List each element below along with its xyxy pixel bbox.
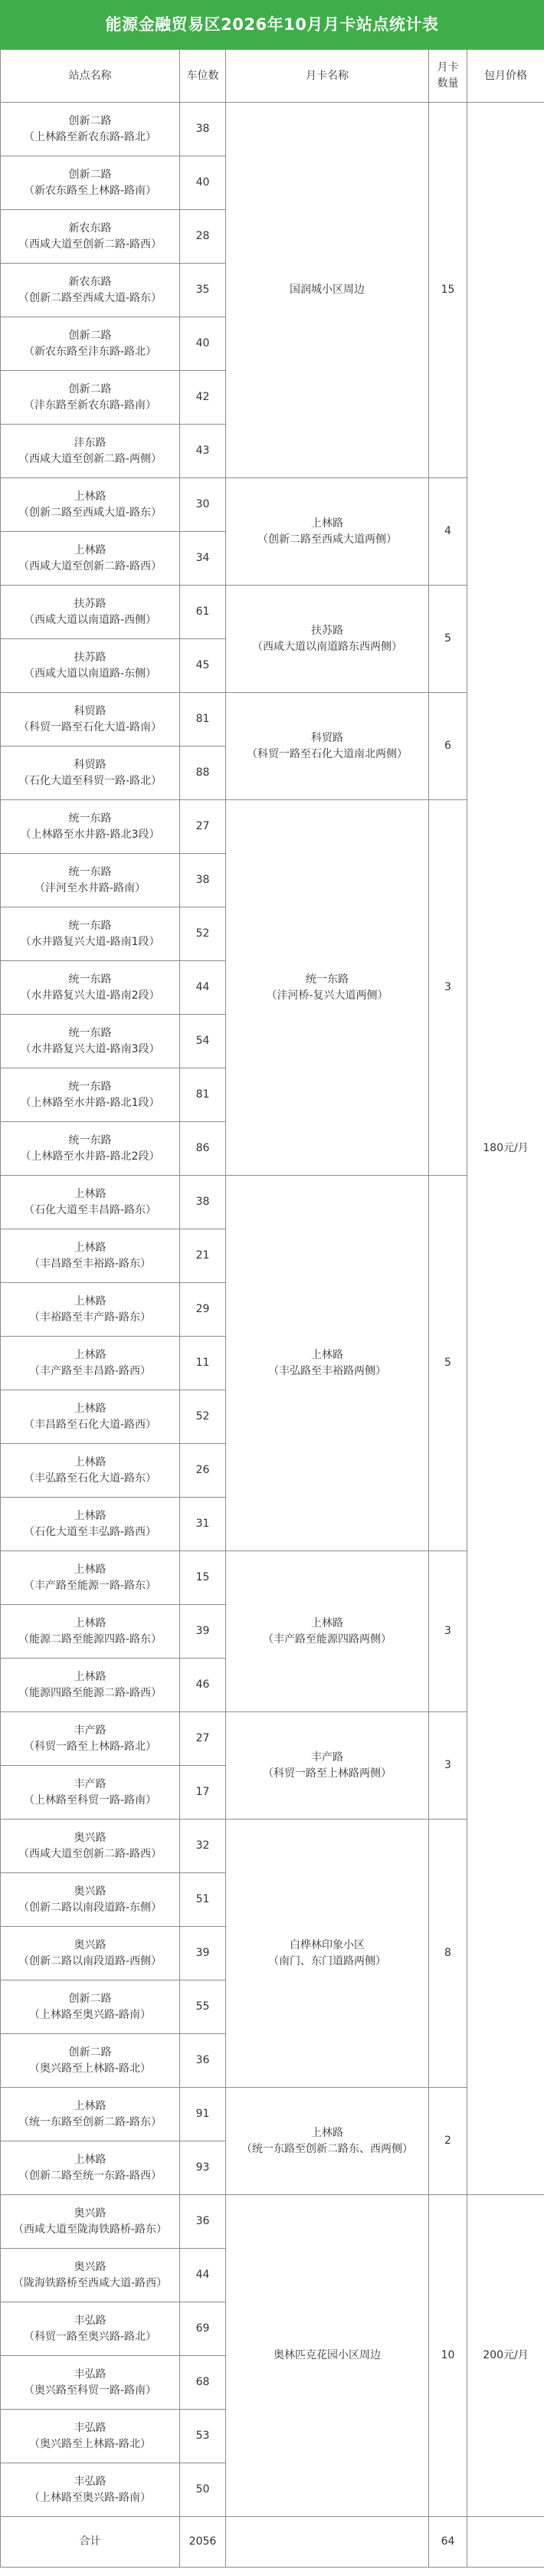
space-count-cell: 29	[180, 1283, 226, 1337]
site-road-name: 新农东路	[68, 275, 112, 288]
site-segment: （陇海铁路桥至西咸大道-路西）	[12, 2276, 168, 2289]
card-name-detail: （科贸一路至石化大道南北两侧）	[247, 747, 408, 760]
site-segment: （西咸大道至创新二路-路西）	[18, 1847, 162, 1860]
site-name-cell	[1, 1229, 180, 1283]
card-name-cell	[226, 2088, 429, 2195]
site-road-name: 上林路	[74, 543, 107, 556]
space-count-cell: 30	[180, 478, 226, 532]
card-quantity-cell: 8	[429, 1820, 467, 2088]
space-count-cell: 44	[180, 961, 226, 1015]
site-segment: （统一东路至创新二路-路东）	[18, 2115, 162, 2128]
site-road-name: 上林路	[74, 2153, 107, 2166]
site-road-name: 上林路	[74, 1563, 107, 1576]
card-name-cell	[226, 1820, 429, 2088]
site-segment: （丰昌路至丰裕路-路东）	[28, 1257, 152, 1270]
site-segment: （上林路至水井路-路北1段）	[20, 1096, 160, 1109]
space-count-cell: 36	[180, 2034, 226, 2088]
card-quantity-cell: 2	[429, 2088, 467, 2195]
site-road-name: 奥兴路	[74, 2207, 107, 2220]
card-quantity-cell: 10	[429, 2195, 467, 2517]
site-road-name: 统一东路	[68, 1134, 112, 1147]
site-name-cell	[1, 210, 180, 264]
card-quantity-cell: 5	[429, 586, 467, 693]
site-segment: （创新二路至西咸大道-路东）	[18, 291, 162, 304]
space-count-cell: 42	[180, 371, 226, 425]
site-road-name: 扶苏路	[74, 651, 107, 664]
site-segment: （西咸大道至创新二路-两侧）	[18, 452, 162, 465]
table-title: 能源金融贸易区2026年10月月卡站点统计表	[0, 0, 544, 49]
table-row	[1, 2195, 544, 2249]
site-name-cell	[1, 264, 180, 317]
site-segment: （西咸大道至创新二路-路西）	[18, 560, 162, 573]
site-road-name: 扶苏路	[74, 597, 107, 610]
site-road-name: 丰弘路	[74, 2475, 107, 2488]
space-count-cell: 81	[180, 1068, 226, 1122]
card-name-main: 白桦林印象小区	[290, 1938, 365, 1951]
card-name-cell	[226, 1176, 429, 1551]
site-road-name: 创新二路	[68, 382, 112, 395]
site-road-name: 统一东路	[68, 812, 112, 825]
site-road-name: 丰弘路	[74, 2421, 107, 2434]
site-road-name: 统一东路	[68, 1080, 112, 1093]
site-name-cell	[1, 425, 180, 478]
card-quantity-cell: 3	[429, 800, 467, 1176]
card-name-main: 奥林匹克花园小区周边	[274, 2349, 381, 2361]
site-road-name: 上林路	[74, 1241, 107, 1254]
site-name-cell	[1, 2088, 180, 2141]
site-road-name: 丰弘路	[74, 2368, 107, 2381]
site-segment: （上林路至水井路-路北2段）	[20, 1150, 160, 1163]
site-segment: （上林路至水井路-路北3段）	[20, 828, 160, 841]
space-count-cell: 91	[180, 2088, 226, 2141]
card-name-main: 上林路	[311, 1348, 343, 1361]
site-road-name: 上林路	[74, 2099, 107, 2112]
site-segment: （丰弘路至石化大道-路东）	[23, 1472, 157, 1485]
site-segment: （上林路至奥兴路-路南）	[28, 2491, 152, 2504]
site-segment: （创新二路至统一东路-路西）	[18, 2169, 162, 2182]
monthly-price-cell: 180元/月	[467, 103, 544, 2195]
table-row	[1, 800, 544, 854]
site-name-cell	[1, 693, 180, 747]
table-row	[1, 586, 544, 639]
space-count-cell: 93	[180, 2141, 226, 2195]
site-segment: （新农东路至上林路-路南）	[23, 184, 157, 197]
table-row	[1, 1551, 544, 1605]
site-name-cell	[1, 1927, 180, 1980]
site-segment: （石化大道至科贸一路-路北）	[18, 774, 162, 787]
space-count-cell: 44	[180, 2249, 226, 2302]
total-label: 合计	[1, 2517, 180, 2568]
site-name-cell	[1, 586, 180, 639]
space-count-cell: 38	[180, 854, 226, 907]
space-count-cell: 35	[180, 264, 226, 317]
card-name-main: 上林路	[311, 1616, 343, 1629]
site-segment: （西咸大道以南道路-东侧）	[23, 667, 157, 680]
site-segment: （科贸一路至上林路-路北）	[23, 1740, 157, 1753]
site-name-cell	[1, 854, 180, 907]
table-row	[1, 103, 544, 156]
site-name-cell	[1, 1659, 180, 1712]
total-space-count: 2056	[180, 2517, 226, 2568]
site-road-name: 科贸路	[74, 704, 107, 717]
site-road-name: 丰产路	[74, 1777, 107, 1790]
site-segment: （奥兴路至科贸一路-路南）	[23, 2384, 157, 2397]
site-name-cell	[1, 1283, 180, 1337]
statistics-table	[0, 49, 544, 2568]
site-name-cell	[1, 1766, 180, 1820]
site-segment: （西咸大道至创新二路-路西）	[18, 238, 162, 251]
site-road-name: 上林路	[74, 1348, 107, 1361]
site-road-name: 创新二路	[68, 168, 112, 181]
table-row	[1, 1176, 544, 1229]
site-name-cell	[1, 1068, 180, 1122]
site-name-cell	[1, 2410, 180, 2463]
site-road-name: 创新二路	[68, 2046, 112, 2059]
site-segment: （创新二路以南段道路-东侧）	[18, 1901, 162, 1914]
site-segment: （上林路至奥兴路-路南）	[28, 2008, 152, 2021]
space-count-cell: 68	[180, 2356, 226, 2410]
header-row	[1, 50, 544, 103]
table-row	[1, 1820, 544, 1873]
site-name-cell	[1, 1605, 180, 1659]
site-name-cell	[1, 156, 180, 210]
card-name-detail: （统一东路至创新二路东、西两侧）	[241, 2142, 413, 2155]
card-name-main: 国润城小区周边	[290, 284, 365, 296]
card-name-cell	[226, 1712, 429, 1820]
site-road-name: 统一东路	[68, 865, 112, 878]
site-road-name: 沣东路	[74, 436, 107, 449]
card-name-cell	[226, 2195, 429, 2517]
space-count-cell: 28	[180, 210, 226, 264]
site-segment: （丰产路至丰昌路-路西）	[28, 1364, 152, 1377]
header-card-quantity-line2: 数量	[437, 77, 459, 90]
card-name-main: 上林路	[311, 2126, 343, 2139]
table-body	[1, 103, 544, 2517]
site-segment: （创新二路以南段道路-西侧）	[18, 1954, 162, 1967]
site-name-cell	[1, 1390, 180, 1444]
site-segment: （石化大道至丰弘路-路西）	[23, 1525, 157, 1538]
space-count-cell: 40	[180, 317, 226, 371]
space-count-cell: 17	[180, 1766, 226, 1820]
total-row	[1, 2517, 544, 2568]
site-road-name: 创新二路	[68, 329, 112, 342]
card-name-main: 科贸路	[311, 731, 343, 744]
total-card-quantity: 64	[429, 2517, 467, 2568]
space-count-cell: 27	[180, 1712, 226, 1766]
site-road-name: 上林路	[74, 490, 107, 503]
space-count-cell: 52	[180, 1390, 226, 1444]
header-card-name: 月卡名称	[226, 50, 429, 103]
site-road-name: 创新二路	[68, 114, 112, 127]
space-count-cell: 39	[180, 1927, 226, 1980]
site-name-cell	[1, 1444, 180, 1498]
site-name-cell	[1, 1498, 180, 1551]
site-road-name: 上林路	[74, 1455, 107, 1468]
site-road-name: 丰产路	[74, 1724, 107, 1737]
site-name-cell	[1, 103, 180, 156]
card-name-main: 上林路	[311, 517, 343, 530]
site-name-cell	[1, 2356, 180, 2410]
site-segment: （沣河至水井路-路南）	[34, 881, 146, 894]
site-road-name: 丰弘路	[74, 2314, 107, 2327]
site-road-name: 创新二路	[68, 1992, 112, 2005]
site-name-cell	[1, 1337, 180, 1390]
site-road-name: 统一东路	[68, 1026, 112, 1039]
space-count-cell: 38	[180, 103, 226, 156]
site-name-cell	[1, 371, 180, 425]
site-segment: （丰裕路至丰产路-路东）	[28, 1311, 152, 1324]
site-segment: （科贸一路至石化大道-路南）	[18, 720, 162, 733]
site-name-cell	[1, 1873, 180, 1927]
space-count-cell: 21	[180, 1229, 226, 1283]
table-row	[1, 478, 544, 532]
space-count-cell: 45	[180, 639, 226, 693]
space-count-cell: 50	[180, 2463, 226, 2517]
site-segment: （西咸大道至陇海铁路桥-路东）	[12, 2223, 168, 2236]
space-count-cell: 81	[180, 693, 226, 747]
site-name-cell	[1, 2302, 180, 2356]
site-name-cell	[1, 639, 180, 693]
site-segment: （能源四路至能源二路-路西）	[18, 1686, 162, 1699]
site-segment: （新农东路至沣东路-路北）	[23, 345, 157, 358]
space-count-cell: 43	[180, 425, 226, 478]
site-road-name: 上林路	[74, 1670, 107, 1683]
card-name-main: 统一东路	[306, 973, 349, 986]
card-name-main: 扶苏路	[311, 624, 343, 637]
site-name-cell	[1, 1980, 180, 2034]
space-count-cell: 11	[180, 1337, 226, 1390]
space-count-cell: 55	[180, 1980, 226, 2034]
card-name-cell	[226, 1551, 429, 1712]
site-road-name: 上林路	[74, 1509, 107, 1522]
total-empty-price-cell	[467, 2517, 544, 2568]
site-name-cell	[1, 1551, 180, 1605]
space-count-cell: 39	[180, 1605, 226, 1659]
table-row	[1, 1712, 544, 1766]
total-empty-cell	[226, 2517, 429, 2568]
table-row	[1, 2088, 544, 2141]
site-segment: （上林路至科贸一路-路南）	[23, 1793, 157, 1806]
space-count-cell: 40	[180, 156, 226, 210]
card-quantity-cell: 15	[429, 103, 467, 478]
site-road-name: 奥兴路	[74, 1885, 107, 1898]
site-road-name: 上林路	[74, 1616, 107, 1629]
card-name-cell	[226, 693, 429, 800]
site-name-cell	[1, 907, 180, 961]
card-name-cell	[226, 103, 429, 478]
site-name-cell	[1, 2463, 180, 2517]
site-name-cell	[1, 800, 180, 854]
card-name-detail: （科贸一路至上林路两侧）	[263, 1767, 392, 1780]
space-count-cell: 26	[180, 1444, 226, 1498]
card-name-detail: （南门、东门道路两侧）	[268, 1954, 386, 1967]
site-name-cell	[1, 2195, 180, 2249]
space-count-cell: 34	[180, 532, 226, 586]
site-road-name: 奥兴路	[74, 1831, 107, 1844]
card-name-detail: （丰弘路至丰裕路两侧）	[268, 1364, 386, 1377]
space-count-cell: 46	[180, 1659, 226, 1712]
site-segment: （科贸一路至奥兴路-路北）	[23, 2330, 157, 2343]
header-monthly-price: 包月价格	[467, 50, 544, 103]
card-quantity-cell: 6	[429, 693, 467, 800]
site-segment: （创新二路至西咸大道-路东）	[18, 506, 162, 519]
site-name-cell	[1, 2141, 180, 2195]
site-name-cell	[1, 961, 180, 1015]
site-road-name: 上林路	[74, 1295, 107, 1308]
table-row	[1, 693, 544, 747]
site-name-cell	[1, 1820, 180, 1873]
space-count-cell: 88	[180, 747, 226, 800]
site-segment: （丰产路至能源一路-路东）	[23, 1579, 157, 1592]
header-site-name: 站点名称	[1, 50, 180, 103]
site-name-cell	[1, 2034, 180, 2088]
site-segment: （石化大道至丰昌路-路东）	[23, 1203, 157, 1216]
site-name-cell	[1, 317, 180, 371]
card-quantity-cell: 3	[429, 1551, 467, 1712]
site-segment: （水井路复兴大道-路南3段）	[20, 1042, 160, 1055]
site-segment: （西咸大道以南道路-西侧）	[23, 613, 157, 626]
space-count-cell: 32	[180, 1820, 226, 1873]
site-name-cell	[1, 747, 180, 800]
site-segment: （能源二路至能源四路-路东）	[18, 1633, 162, 1646]
site-segment: （沣东路至新农东路-路南）	[23, 399, 157, 412]
site-name-cell	[1, 532, 180, 586]
site-segment: （奥兴路至上林路-路北）	[28, 2062, 152, 2075]
header-card-quantity-line1: 月卡	[437, 61, 459, 74]
card-name-cell	[226, 478, 429, 586]
space-count-cell: 54	[180, 1015, 226, 1068]
site-road-name: 统一东路	[68, 973, 112, 986]
space-count-cell: 31	[180, 1498, 226, 1551]
space-count-cell: 53	[180, 2410, 226, 2463]
space-count-cell: 52	[180, 907, 226, 961]
site-name-cell	[1, 478, 180, 532]
site-segment: （水井路复兴大道-路南2段）	[20, 989, 160, 1002]
header-space-count: 车位数	[180, 50, 226, 103]
card-quantity-cell: 5	[429, 1176, 467, 1551]
card-quantity-cell: 4	[429, 478, 467, 586]
space-count-cell: 15	[180, 1551, 226, 1605]
site-road-name: 奥兴路	[74, 2260, 107, 2273]
site-road-name: 科贸路	[74, 758, 107, 771]
space-count-cell: 38	[180, 1176, 226, 1229]
site-segment: （丰昌路至石化大道-路西）	[23, 1418, 157, 1431]
space-count-cell: 27	[180, 800, 226, 854]
card-name-cell	[226, 800, 429, 1176]
space-count-cell: 51	[180, 1873, 226, 1927]
card-name-main: 丰产路	[311, 1751, 343, 1764]
site-segment: （水井路复兴大道-路南1段）	[20, 935, 160, 948]
space-count-cell: 86	[180, 1122, 226, 1176]
site-road-name: 奥兴路	[74, 1938, 107, 1951]
site-name-cell	[1, 2249, 180, 2302]
site-name-cell	[1, 1712, 180, 1766]
card-name-detail: （沣河桥-复兴大道两侧）	[266, 989, 388, 1002]
card-name-detail: （创新二路至西咸大道两侧）	[257, 533, 397, 546]
card-name-cell	[226, 586, 429, 693]
space-count-cell: 69	[180, 2302, 226, 2356]
card-name-detail: （西咸大道以南道路东西两侧）	[252, 640, 402, 653]
site-segment: （上林路至新农东路-路北）	[23, 130, 157, 143]
site-name-cell	[1, 1015, 180, 1068]
card-name-detail: （丰产路至能源四路两侧）	[263, 1633, 392, 1646]
site-road-name: 统一东路	[68, 919, 112, 932]
site-name-cell	[1, 1176, 180, 1229]
site-road-name: 新农东路	[68, 222, 112, 235]
site-name-cell	[1, 1122, 180, 1176]
space-count-cell: 36	[180, 2195, 226, 2249]
space-count-cell: 61	[180, 586, 226, 639]
header-card-quantity	[429, 50, 467, 103]
site-road-name: 上林路	[74, 1187, 107, 1200]
monthly-price-cell: 200元/月	[467, 2195, 544, 2517]
site-road-name: 上林路	[74, 1402, 107, 1415]
card-quantity-cell: 3	[429, 1712, 467, 1820]
site-segment: （奥兴路至上林路-路北）	[28, 2437, 152, 2450]
